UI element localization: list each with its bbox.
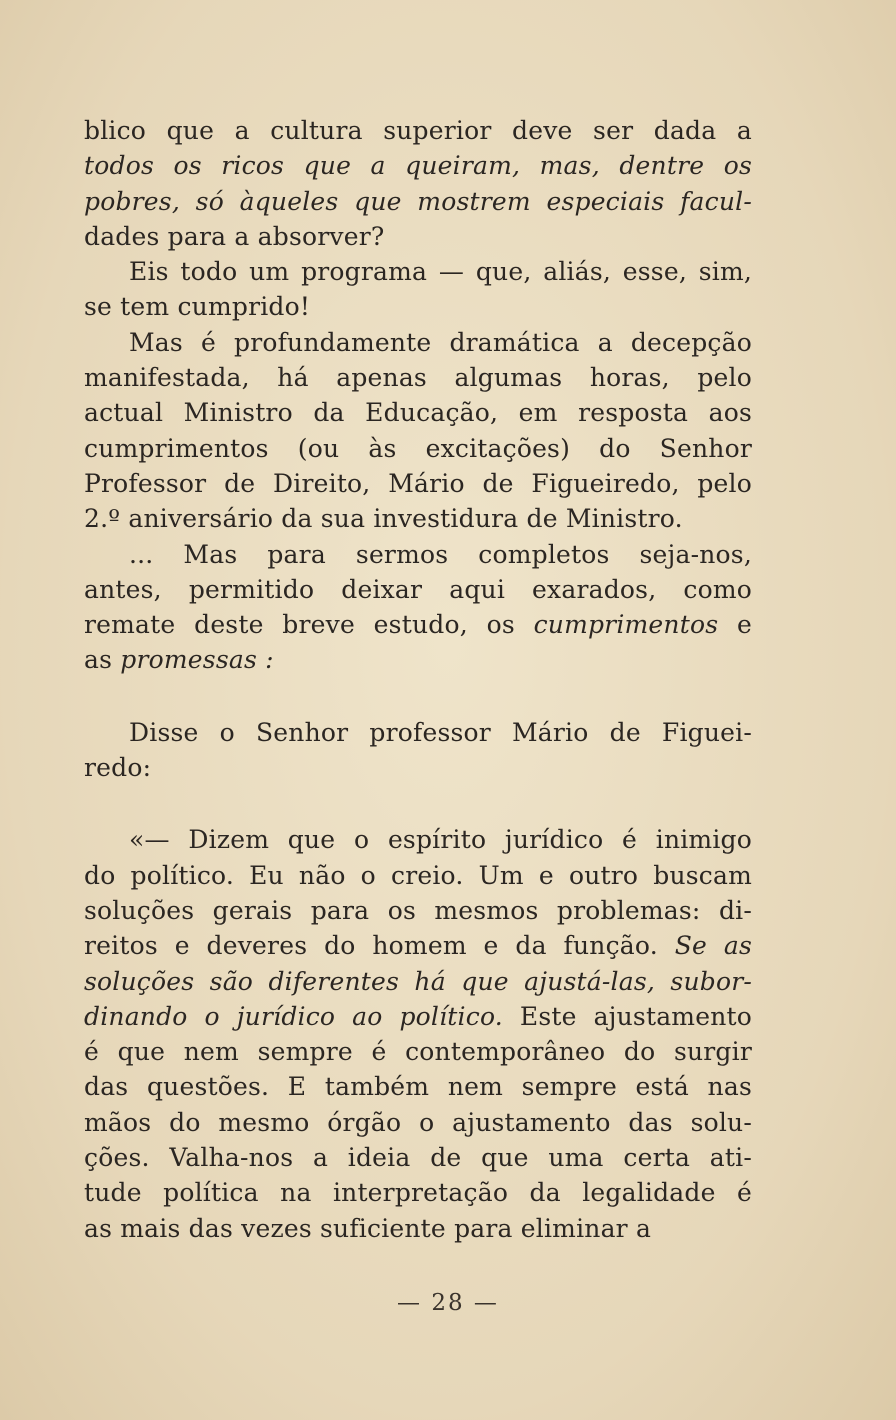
- text-run: manifestada, há apenas algumas horas, pelo: [84, 363, 752, 393]
- text-line: [84, 572, 752, 607]
- text-line: [84, 184, 752, 219]
- text-run: as: [84, 645, 121, 675]
- text-run: do político. Eu não o creio. Um e outro buscam: [84, 860, 752, 890]
- paragraph: [84, 325, 752, 537]
- text-line: [84, 113, 752, 148]
- paragraph: [84, 537, 752, 678]
- text-run: redo:: [84, 753, 152, 783]
- text-line: [84, 219, 752, 254]
- italic-text: dinando o jurídico ao político.: [84, 1001, 503, 1031]
- paragraph: [84, 715, 752, 786]
- text-line: [84, 822, 752, 857]
- text-run: e: [718, 610, 752, 640]
- paragraph: [84, 822, 752, 1246]
- text-run: cumprimentos (ou às excitações) do Senhor: [84, 433, 752, 463]
- page-body: [84, 113, 752, 1246]
- text-line: [84, 466, 752, 501]
- text-run: mãos do mesmo órgão o ajustamento das solu-: [84, 1107, 752, 1137]
- text-line: [84, 1175, 752, 1210]
- text-line: [84, 999, 752, 1034]
- text-run: antes, permitido deixar aqui exarados, como: [84, 574, 752, 604]
- text-run: é que nem sempre é contemporâneo do surgir: [84, 1037, 752, 1067]
- italic-text: promessas :: [120, 645, 274, 675]
- text-run: ções. Valha-nos a ideia de que uma certa ati-: [84, 1143, 752, 1173]
- text-line: [84, 750, 752, 785]
- text-line: [84, 325, 752, 360]
- text-line: [84, 148, 752, 183]
- text-line: [84, 607, 752, 642]
- text-line: [84, 289, 752, 324]
- text-line: [84, 1105, 752, 1140]
- text-run: ... Mas para sermos completos seja-nos,: [129, 539, 752, 569]
- text-run: remate deste breve estudo, os: [84, 610, 534, 640]
- italic-text: pobres, só àqueles que mostrem especiais facul-: [84, 186, 752, 216]
- text-line: [84, 858, 752, 893]
- text-run: se tem cumprido!: [84, 292, 311, 322]
- paragraph: [84, 113, 752, 254]
- text-run: actual Ministro da Educação, em resposta aos: [84, 398, 752, 428]
- text-run: as mais das vezes suficiente para eliminar a: [84, 1213, 652, 1243]
- text-line: [84, 1034, 752, 1069]
- italic-text: cumprimentos: [533, 610, 719, 640]
- text-line: [84, 254, 752, 289]
- paragraph: [84, 254, 752, 325]
- italic-text: Se as: [674, 931, 752, 961]
- text-run: Este ajustamento: [502, 1001, 753, 1031]
- page-number: — 28 —: [397, 1290, 499, 1316]
- text-line: [84, 360, 752, 395]
- text-line: [84, 964, 752, 999]
- text-line: [84, 1211, 752, 1246]
- text-run: 2.º aniversário da sua investidura de Ministro.: [84, 504, 683, 534]
- text-run: Eis todo um programa — que, aliás, esse, sim,: [129, 257, 752, 287]
- text-run: tude política na interpretação da legalidade é: [84, 1178, 752, 1208]
- text-run: blico que a cultura superior deve ser dada a: [84, 116, 752, 145]
- text-line: [84, 715, 752, 750]
- text-line: [84, 395, 752, 430]
- text-line: [84, 893, 752, 928]
- text-line: [84, 431, 752, 466]
- italic-text: todos os ricos que a queiram, mas, dentre os: [84, 151, 752, 181]
- text-line: [84, 1069, 752, 1104]
- text-run: Disse o Senhor professor Mário de Figuei-: [129, 717, 752, 747]
- text-line: [84, 501, 752, 536]
- text-line: [84, 537, 752, 572]
- text-line: [84, 928, 752, 963]
- text-run: Professor de Direito, Mário de Figueiredo, pelo: [84, 468, 752, 498]
- text-run: das questões. E também nem sempre está nas: [84, 1072, 752, 1102]
- text-run: «— Dizem que o espírito jurídico é inimigo: [129, 825, 752, 855]
- text-line: [84, 642, 752, 677]
- text-line: [84, 1140, 752, 1175]
- text-run: soluções gerais para os mesmos problemas: di-: [84, 895, 752, 925]
- paragraph-gap: [84, 678, 752, 715]
- paragraph-gap: [84, 785, 752, 822]
- text-run: Mas é profundamente dramática a decepção: [129, 327, 752, 357]
- text-run: reitos e deveres do homem e da função.: [84, 931, 675, 961]
- italic-text: soluções são diferentes há que ajustá-las, subor-: [84, 966, 752, 996]
- text-run: dades para a absorver?: [84, 221, 385, 251]
